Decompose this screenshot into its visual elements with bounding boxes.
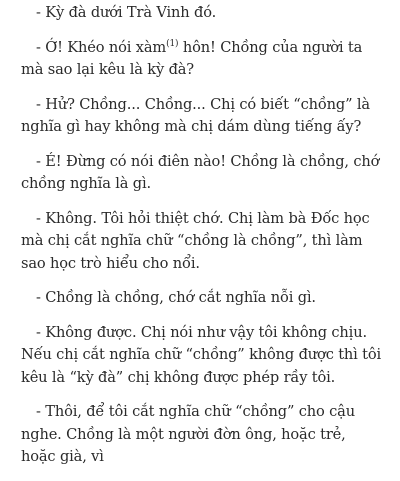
paragraph-5: - Không. Tôi hỏi thiệt chớ. Chị làm bà Đốc học mà chị cắt nghĩa chữ “chồng là chồng”, thì làm sao học trò hiểu cho nổi. [21,209,370,272]
paragraph-2 [21,37,383,82]
footnote-marker[interactable]: (1) [166,38,179,49]
paragraph-1: - Kỳ đà dưới Trà Vinh đó. [36,4,217,21]
paragraph-3: - Hử? Chồng... Chồng... Chị có biết “chồng” là nghĩa gì hay không mà chị dám dùng tiếng ấy? [21,95,370,135]
paragraph-4: - É! Đừng có nói điên nào! Chồng là chồng, chớ chồng nghĩa là gì. [21,152,380,192]
paragraph-6: - Chồng là chồng, chớ cắt nghĩa nỗi gì. [36,289,316,306]
paragraph-8: - Thôi, để tôi cắt nghĩa chữ “chồng” cho cậu nghe. Chồng là một người đờn ông, hoặc trẻ, hoặc già, vì [21,403,355,465]
paragraph-2-start: - Ớ! Khéo nói xàm [36,38,167,56]
paragraph-7: - Không được. Chị nói như vậy tôi không chịu. Nếu chị cắt nghĩa chữ “chồng” không được thì tôi kêu là “kỳ đà” chị không được phép rầy tôi. [21,323,382,386]
dialogue-text [21,2,383,481]
paragraph-2-end: hôn! Chồng của người ta mà sao lại kêu là kỳ đà? [21,38,363,78]
